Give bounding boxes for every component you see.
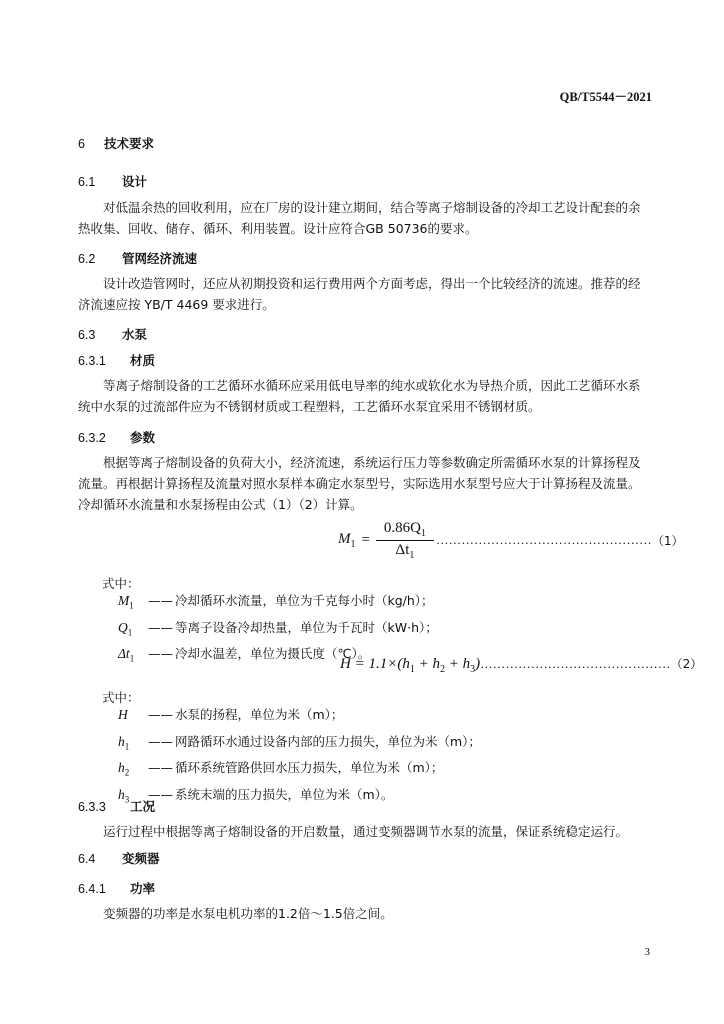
paragraph-6-3-2 xyxy=(78,452,656,515)
definition-text: 等离子设备冷却热量，单位为千瓦时（kW·h）； xyxy=(175,619,438,635)
definition-symbol: $\Delta t_1$ xyxy=(118,646,135,665)
heading-6-4-1 xyxy=(78,879,155,897)
standard-code: QB/T5544－2021 xyxy=(559,90,652,104)
definition-row xyxy=(118,590,438,617)
definition-symbol: $h_3$ xyxy=(118,787,130,805)
paragraph-6-1 xyxy=(78,197,656,239)
heading-title: 参数 xyxy=(130,430,156,445)
dot-leader: ……………………………………… xyxy=(480,657,671,671)
fraction-bar xyxy=(376,540,434,541)
heading-title: 管网经济流速 xyxy=(122,251,198,266)
definition-dash: —— xyxy=(148,760,173,776)
definition-text: 网路循环水通过设备内部的压力损失，单位为米（m）； xyxy=(175,733,481,749)
heading-6-3 xyxy=(78,325,147,343)
heading-title: 变频器 xyxy=(122,851,160,866)
heading-number: 6.4.1 xyxy=(78,882,106,896)
formula-expression: $H = 1.1\times(h_1 + h_2 + h_3)$ xyxy=(340,656,481,675)
page-number: 3 xyxy=(644,946,650,958)
definitions-2 xyxy=(118,704,481,811)
definition-row xyxy=(118,784,481,811)
heading-number: 6.2 xyxy=(78,252,96,266)
heading-number: 6 xyxy=(78,137,85,151)
definition-symbol: $M_1$ xyxy=(118,593,134,611)
where-label: 式中： xyxy=(102,690,140,705)
equation-number: （2） xyxy=(670,657,703,671)
heading-6-4 xyxy=(78,849,160,867)
text-line: 变频器的功率是水泵电机功率的1.2倍～1.5倍之间。 xyxy=(103,906,393,921)
dot-leader: …………………………………………… xyxy=(435,533,652,547)
formula-1 xyxy=(338,520,684,561)
definition-row xyxy=(118,617,438,644)
heading-title: 设计 xyxy=(122,174,148,189)
definition-dash: —— xyxy=(148,733,173,749)
paragraph-6-4-1 xyxy=(78,903,656,924)
heading-6-3-2 xyxy=(78,428,155,446)
heading-title: 技术要求 xyxy=(104,136,155,151)
heading-6 xyxy=(78,134,154,152)
definition-row xyxy=(118,704,481,731)
heading-number: 6.1 xyxy=(78,175,96,189)
definition-row xyxy=(118,757,481,784)
definition-text: 冷却水温差，单位为摄氏度（℃）。 xyxy=(175,646,371,662)
definition-symbol: H xyxy=(118,707,128,722)
heading-title: 水泵 xyxy=(122,327,148,342)
heading-6-3-3 xyxy=(78,797,155,815)
text-line: 冷却循环水流量和水泵扬程由公式（1）（2）计算。 xyxy=(78,497,363,512)
equation-number: （1） xyxy=(651,534,684,548)
where-label: 式中： xyxy=(102,576,140,591)
formula-lhs: $M_1$ xyxy=(338,531,356,550)
text-line: 统中水泵的过流部件应为不锈钢材质或工程塑料，工艺循环水泵宜采用不锈钢材质。 xyxy=(78,399,541,414)
heading-number: 6.3.1 xyxy=(78,354,106,368)
definition-symbol: $h_2$ xyxy=(118,760,130,779)
heading-number: 6.3.2 xyxy=(78,431,106,445)
definition-text: 系统末端的压力损失，单位为米（m）。 xyxy=(175,787,394,803)
text-line: 运行过程中根据等离子熔制设备的开启数量，通过变频器调节水泵的流量，保证系统稳定运行。 xyxy=(103,824,629,839)
text-line: 等离子熔制设备的工艺循环水循环应采用低电导率的纯水或软化水为导热介质，因此工艺循环水系 xyxy=(103,378,641,393)
paragraph-6-3-1 xyxy=(78,375,656,417)
definition-symbol: $h_1$ xyxy=(118,733,130,752)
definition-symbol: $Q_1$ xyxy=(118,619,133,638)
definition-text: 冷却循环水流量，单位为千克每小时（kg/h）； xyxy=(175,593,434,608)
heading-title: 工况 xyxy=(130,799,156,814)
formula-fraction xyxy=(376,520,434,561)
heading-number: 6.4 xyxy=(78,852,96,866)
text-line: 设计改造管网时，还应从初期投资和运行费用两个方面考虑，得出一个比较经济的流速。推荐的经 xyxy=(103,276,641,291)
heading-number: 6.3 xyxy=(78,328,96,342)
definition-dash: —— xyxy=(148,646,173,662)
definition-row xyxy=(118,731,481,758)
fraction-denominator: $\Delta t_1$ xyxy=(395,542,415,561)
definition-dash: —— xyxy=(148,593,173,608)
heading-6-2 xyxy=(78,249,197,267)
text-line: 对低温余热的回收利用，应在厂房的设计建立期间，结合等离子熔制设备的冷却工艺设计配套的余 xyxy=(103,200,641,215)
text-line: 根据等离子熔制设备的负荷大小，经济流速，系统运行压力等参数确定所需循环水泵的计算扬程及 xyxy=(103,455,641,470)
formula-equals: = xyxy=(361,532,370,548)
heading-6-1 xyxy=(78,172,147,190)
heading-title: 功率 xyxy=(130,881,156,896)
definition-text: 水泵的扬程，单位为米（m）； xyxy=(175,707,344,722)
formula-2 xyxy=(340,655,702,675)
definition-text: 循环系统管路供回水压力损失，单位为米（m）； xyxy=(175,760,444,776)
text-line: 热收集、回收、储存、循环、利用装置。设计应符合GB 50736的要求。 xyxy=(78,221,478,236)
text-line: 流量。再根据计算扬程及流量对照水泵样本确定水泵型号，实际选用水泵型号应大于计算扬程及流量。 xyxy=(78,476,641,491)
heading-title: 材质 xyxy=(130,353,156,368)
paragraph-6-3-3 xyxy=(78,821,656,842)
heading-number: 6.3.3 xyxy=(78,800,106,814)
fraction-numerator: $0.86Q_1$ xyxy=(383,520,427,539)
heading-6-3-1 xyxy=(78,351,155,369)
paragraph-6-2 xyxy=(78,273,656,315)
definition-dash: —— xyxy=(148,619,173,635)
text-line: 济流速应按 YB/T 4469 要求进行。 xyxy=(78,297,275,312)
definition-dash: —— xyxy=(148,707,173,722)
definition-dash: —— xyxy=(148,787,173,803)
